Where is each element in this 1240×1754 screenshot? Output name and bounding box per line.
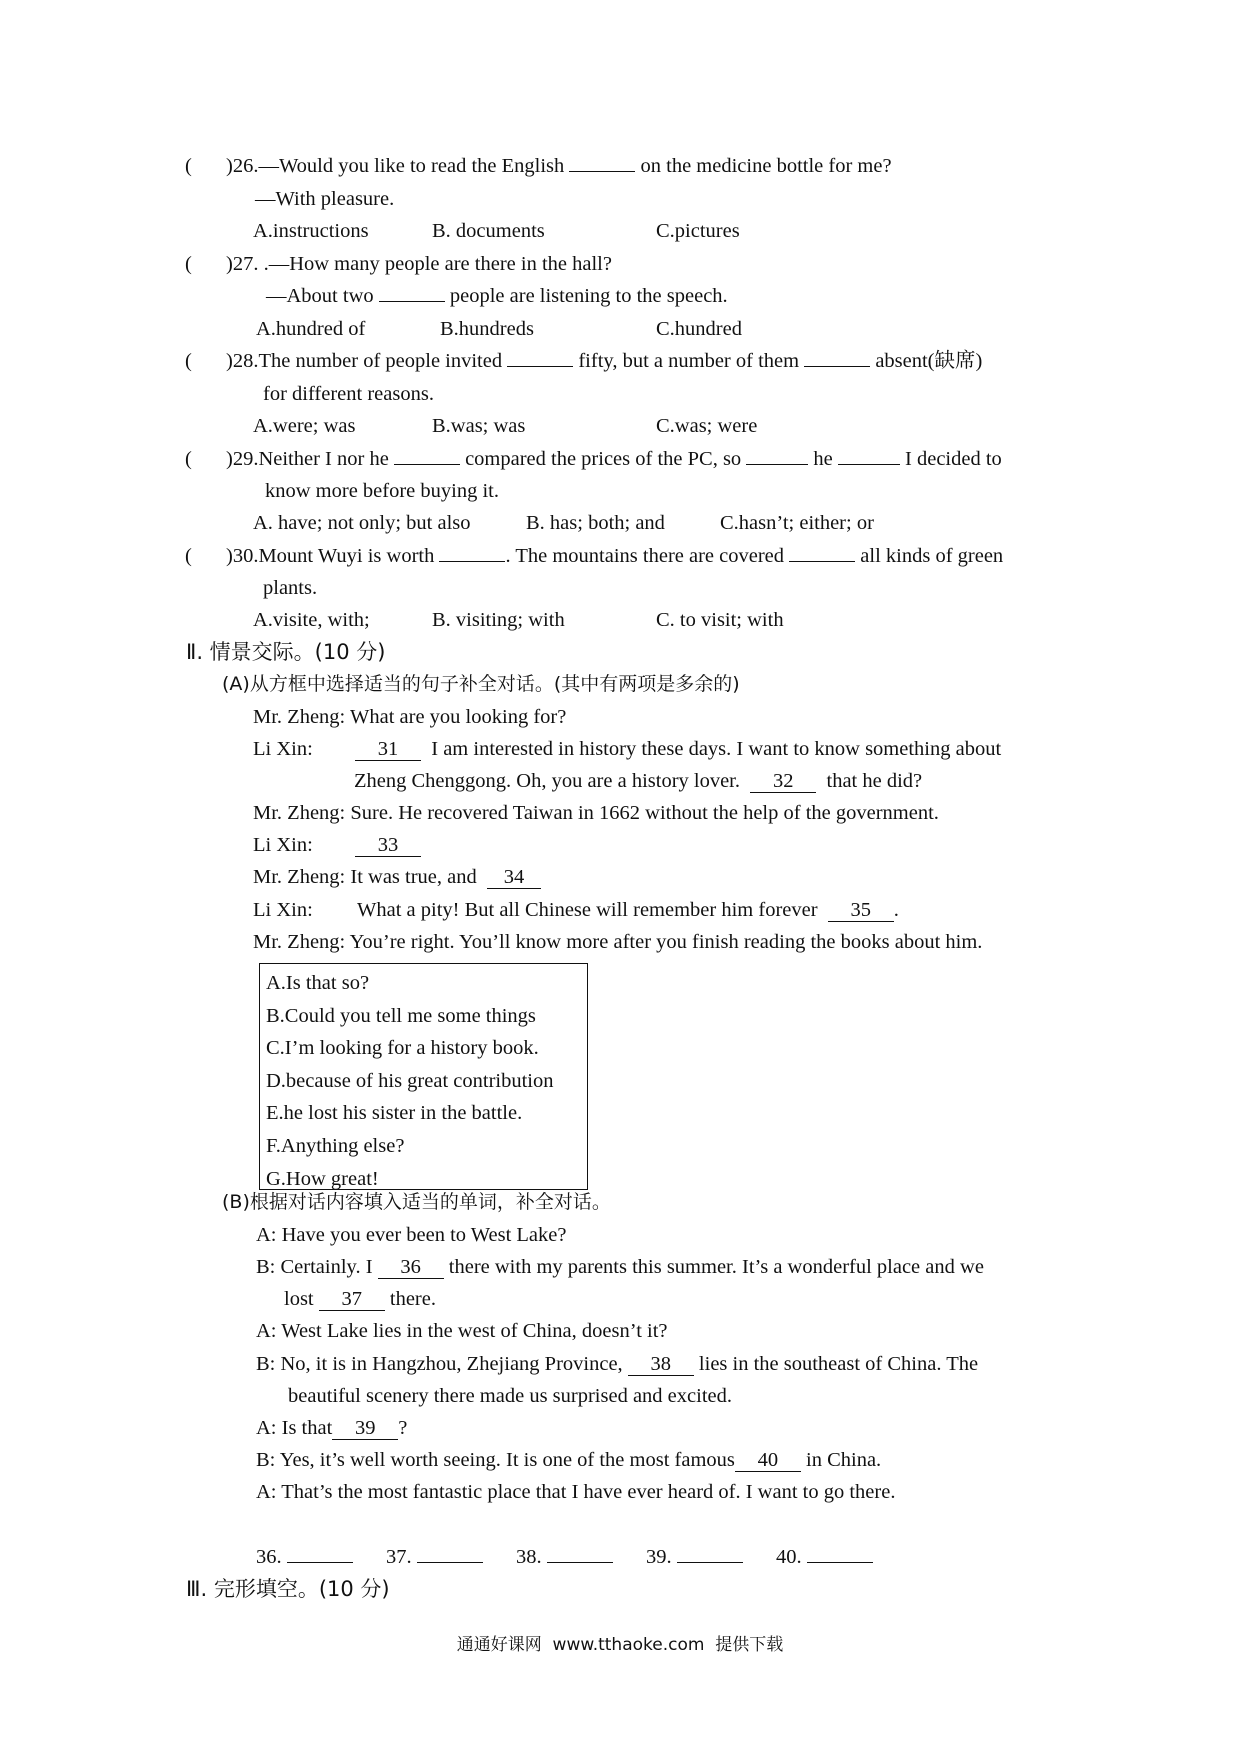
blank-34[interactable]: 34: [487, 866, 541, 889]
dialogue-line: Mr. Zheng: It was true, and 34: [253, 863, 541, 891]
blank[interactable]: [379, 301, 445, 302]
question-28: )28.The number of people invited fifty, but a number of them absent(缺席): [226, 350, 983, 372]
section-3-title: Ⅲ. 完形填空。(10 分): [186, 1577, 390, 1601]
option-b: B.hundreds: [440, 318, 534, 340]
answer-paren: (: [185, 155, 192, 177]
blank[interactable]: [838, 464, 900, 465]
question-27-line2: —About two people are listening to the speech.: [266, 285, 728, 307]
blank-37[interactable]: 37: [319, 1288, 385, 1311]
question-30: )30.Mount Wuyi is worth . The mountains there are covered all kinds of green: [226, 545, 1004, 567]
blank-32[interactable]: 32: [750, 770, 816, 793]
dialogue-line: B: Certainly. I 36 there with my parents this summer. It’s a wonderful place and we: [256, 1256, 984, 1278]
answer-paren: (: [185, 545, 192, 567]
blank-31[interactable]: 31: [355, 738, 421, 761]
box-option: E.he lost his sister in the battle.: [266, 1102, 523, 1125]
blank-36[interactable]: 36: [378, 1256, 444, 1279]
box-option: F.Anything else?: [266, 1134, 405, 1157]
page-footer: 通通好课网 www.tthaoke.com 提供下载: [456, 1635, 784, 1655]
box-option: C.I’m looking for a history book.: [266, 1037, 539, 1060]
option-a: A.hundred of: [256, 318, 366, 340]
blank[interactable]: [569, 171, 635, 172]
answer-39: 39.: [646, 1543, 743, 1571]
part-a-instruction: (A)从方框中选择适当的句子补全对话。(其中有两项是多余的): [222, 673, 740, 695]
question-26: )26.—Would you like to read the English on the medicine bottle for me?: [226, 155, 892, 177]
blank[interactable]: [439, 561, 505, 562]
box-option: A.Is that so?: [266, 972, 370, 994]
dialogue-line: What a pity! But all Chinese will remember him forever 35 .: [357, 899, 899, 921]
speaker-li-xin: Li Xin:: [253, 738, 313, 760]
option-c: C.hasn’t; either; or: [720, 512, 874, 534]
answer-38: 38.: [516, 1543, 613, 1571]
option-c: C.was; were: [656, 415, 758, 437]
options-box: [259, 963, 588, 1190]
dialogue-line: [355, 831, 421, 859]
dialogue-line: Mr. Zheng: What are you looking for?: [253, 706, 567, 728]
answer-40: 40.: [776, 1543, 873, 1571]
blank[interactable]: [789, 561, 855, 562]
blank[interactable]: [804, 366, 870, 367]
box-option: B.Could you tell me some things: [266, 1004, 536, 1027]
box-option: G.How great!: [266, 1167, 379, 1190]
dialogue-line: A: That’s the most fantastic place that I have ever heard of. I want to go there.: [256, 1481, 896, 1503]
blank[interactable]: [746, 464, 808, 465]
answer-blank[interactable]: [677, 1562, 743, 1563]
blank[interactable]: [394, 464, 460, 465]
speaker-li-xin: Li Xin:: [253, 899, 313, 921]
answer-36: 36.: [256, 1543, 353, 1571]
answer-blank[interactable]: [417, 1562, 483, 1563]
answer-37: 37.: [386, 1543, 483, 1571]
dialogue-line: Zheng Chenggong. Oh, you are a history lover. 32 that he did?: [354, 770, 923, 792]
blank-40[interactable]: 40: [735, 1449, 801, 1472]
dialogue-line: beautiful scenery there made us surprised and excited.: [288, 1385, 732, 1407]
question-29: )29.Neither I nor he compared the prices of the PC, so he I decided to: [226, 448, 1002, 470]
option-a: A.visite, with;: [253, 609, 370, 631]
option-a: A.were; was: [253, 415, 356, 437]
dialogue-line: Mr. Zheng: You’re right. You’ll know more after you finish reading the books about him.: [253, 931, 983, 953]
option-b: B. documents: [432, 220, 545, 242]
option-c: C. to visit; with: [656, 609, 784, 631]
answer-paren: (: [185, 350, 192, 372]
blank-35[interactable]: 35: [828, 899, 894, 922]
blank-39[interactable]: 39: [332, 1417, 398, 1440]
speaker-li-xin: Li Xin:: [253, 834, 313, 856]
dialogue-line: A: Have you ever been to West Lake?: [256, 1224, 567, 1246]
dialogue-line: A: Is that 39 ?: [256, 1417, 408, 1439]
dialogue-line: Mr. Zheng: Sure. He recovered Taiwan in 1662 without the help of the government.: [253, 802, 939, 824]
dialogue-line: lost 37 there.: [284, 1288, 436, 1310]
question-26-line2: —With pleasure.: [255, 188, 395, 210]
blank-33[interactable]: 33: [355, 834, 421, 857]
answer-blank[interactable]: [547, 1562, 613, 1563]
box-option: D.because of his great contribution: [266, 1069, 554, 1092]
question-30-line2: plants.: [263, 577, 318, 599]
section-2-title: Ⅱ. 情景交际。(10 分): [186, 640, 386, 664]
question-29-line2: know more before buying it.: [265, 480, 499, 502]
option-a: A.instructions: [253, 220, 369, 242]
dialogue-line: 31 I am interested in history these days. I want to know something about: [355, 735, 1001, 763]
option-c: C.pictures: [656, 220, 740, 242]
option-b: B.was; was: [432, 415, 526, 437]
option-b: B. visiting; with: [432, 609, 565, 631]
option-c: C.hundred: [656, 318, 742, 340]
answer-paren: (: [185, 448, 192, 470]
dialogue-line: A: West Lake lies in the west of China, doesn’t it?: [256, 1320, 668, 1342]
blank-38[interactable]: 38: [628, 1353, 694, 1376]
answer-blank[interactable]: [807, 1562, 873, 1563]
answer-paren: (: [185, 253, 192, 275]
option-b: B. has; both; and: [526, 512, 665, 534]
dialogue-line: B: Yes, it’s well worth seeing. It is one of the most famous 40 in China.: [256, 1449, 882, 1471]
answer-blank[interactable]: [287, 1562, 353, 1563]
blank[interactable]: [507, 366, 573, 367]
option-a: A. have; not only; but also: [253, 512, 471, 534]
question-28-line2: for different reasons.: [263, 383, 434, 405]
part-b-instruction: (B)根据对话内容填入适当的单词，补全对话。: [222, 1191, 611, 1213]
question-27: )27. .—How many people are there in the hall?: [226, 253, 612, 275]
dialogue-line: B: No, it is in Hangzhou, Zhejiang Province, 38 lies in the southeast of China. The: [256, 1353, 979, 1375]
